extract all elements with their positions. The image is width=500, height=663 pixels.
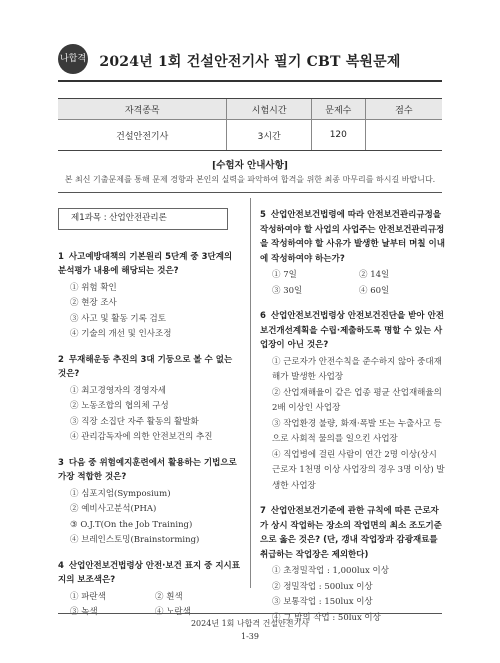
question-3 — [58, 456, 240, 549]
options — [58, 384, 240, 446]
question-6 — [260, 309, 446, 494]
option-2[interactable]: ② 정밀작업 : 500lux 이상 — [272, 581, 373, 592]
left-column — [58, 208, 240, 631]
option-2[interactable]: ② 현장 조사 — [70, 298, 117, 308]
option-1[interactable]: ① 근로자가 안전수칙을 준수하지 않아 중대재해가 발생한 사업장 — [272, 356, 442, 382]
option-1[interactable]: ① 7일 — [272, 270, 297, 280]
subject-label: 제1과목 : 산업안전관리론 — [58, 208, 228, 230]
question-number: 5 — [260, 210, 266, 220]
option-1[interactable]: ① 파란색 — [70, 591, 106, 602]
title-divider — [58, 80, 442, 82]
question-number: 2 — [58, 354, 64, 365]
logo-text: 나합격 — [59, 54, 87, 64]
question-text: 무재해운동 추진의 3대 기둥으로 볼 수 없는 것은? — [58, 354, 233, 379]
question-text: 다음 중 위험예지훈련에서 활용하는 기법으로 가장 적합한 것은? — [58, 457, 237, 482]
question-number: 7 — [260, 506, 266, 516]
option-2[interactable]: ② 노동조합의 협의체 구성 — [70, 401, 169, 411]
option-1[interactable]: ① 최고경영자의 경영자세 — [70, 385, 167, 396]
footer-text: 2024년 1회 나합격 건설안전기사 — [190, 619, 310, 628]
option-4[interactable]: ④ 60일 — [359, 285, 390, 296]
question-text: 산업안전보건법령에 따라 안전보건관리규정을 작성하여야 할 사업의 사업주는 안전보건관리규정을 작성하여야 할 사유가 발생한 날부터 며칠 이내에 작성하여야 하는가? — [260, 210, 445, 264]
question-text: 산업안전보건법령상 안전·보건 표지 중 지시표지의 보조색은? — [58, 560, 240, 585]
notice-text: 본 최신 기출문제를 통해 문제 경향과 본인의 실력을 파악하여 합격을 위한 최종 마무리를 하시길 바랍니다. — [64, 175, 436, 184]
option-3[interactable]: ③ 30일 — [272, 285, 303, 296]
notice-title: [수험자 안내사항] — [211, 160, 289, 171]
question-text: 산업안전보건법령상 안전보건진단을 받아 안전보건개선계획을 수립·제출하도록 명할 수 있는 사업장이 아닌 것은? — [260, 311, 444, 350]
value-question-count: 120 — [311, 120, 365, 151]
option-4[interactable]: ④ 직업병에 걸린 사람이 연간 2명 이상(상시 근로자 1천명 이상 사업장의 경우 3명 이상) 발생한 사업장 — [272, 449, 445, 491]
option-3[interactable]: ③ O.J.T(On the Job Training) — [70, 519, 193, 530]
option-2[interactable]: ② 흰색 — [155, 591, 183, 602]
option-3[interactable]: ③ 사고 및 활동 기록 검토 — [70, 313, 166, 324]
question-5 — [260, 208, 446, 299]
option-2[interactable]: ② 예비사고분석(PHA) — [70, 504, 157, 514]
option-4[interactable]: ④ 관리감독자에 의한 안전보건의 추진 — [70, 432, 213, 442]
question-number: 4 — [58, 560, 64, 571]
question-number: 3 — [58, 457, 64, 468]
exam-info-table — [58, 98, 442, 151]
question-7 — [260, 504, 446, 626]
options — [260, 268, 446, 299]
option-3[interactable]: ③ 직장 소집단 자주 활동의 활발화 — [70, 416, 199, 427]
question-4 — [58, 559, 240, 621]
option-4[interactable]: ④ 그 밖의 작업 : 50lux 이상 — [272, 612, 381, 623]
options — [58, 590, 240, 621]
option-3[interactable]: ③ 보통작업 : 150lux 이상 — [272, 597, 373, 607]
option-2[interactable]: ② 14일 — [359, 270, 390, 280]
header-question-count: 문제수 — [311, 99, 365, 120]
value-subject: 건설안전기사 — [58, 120, 227, 151]
right-column — [260, 208, 446, 636]
option-3[interactable]: ③ 작업환경 불량, 화재·폭발 또는 누출사고 등으로 사회적 물의를 일으킨 사업장 — [272, 418, 442, 444]
header-score: 점수 — [365, 99, 442, 120]
question-2 — [58, 353, 240, 446]
header-duration: 시험시간 — [227, 99, 311, 120]
question-text: 산업안전보건기준에 관한 규칙에 따른 근로자가 상시 작업하는 장소의 작업면의 최소 조도기준으로 옳은 것은? (단, 갱내 작업장과 감광재료를 취급하는 작업장은 제외한다) — [260, 506, 442, 560]
options — [260, 355, 446, 495]
option-1[interactable]: ① 심포지엄(Symposium) — [70, 488, 171, 499]
question-text: 사고예방대책의 기본원리 5단계 중 3단계의 분석평가 내용에 해당되는 것은? — [58, 251, 233, 276]
header-subject: 자격종목 — [58, 99, 227, 120]
question-number: 6 — [260, 311, 266, 321]
document-title: 2024년 1회 건설안전기사 필기 CBT 복원문제 — [99, 54, 401, 70]
option-4[interactable]: ④ 기술의 개선 및 인사조정 — [70, 329, 172, 339]
column-divider — [250, 198, 251, 588]
option-1[interactable]: ① 위험 확인 — [70, 282, 117, 293]
notice-divider — [58, 192, 442, 193]
question-1 — [58, 250, 240, 343]
option-1[interactable]: ① 초정밀작업 : 1,000lux 이상 — [272, 566, 389, 576]
page-number: 1-39 — [241, 632, 259, 641]
option-4[interactable]: ④ 브레인스토밍(Brainstorming) — [70, 535, 200, 545]
value-score — [365, 120, 442, 151]
value-duration: 3시간 — [227, 120, 311, 151]
options — [58, 487, 240, 549]
options — [260, 564, 446, 626]
options — [58, 281, 240, 343]
footer-divider — [58, 613, 442, 614]
option-2[interactable]: ② 산업재해율이 같은 업종 평균 산업재해율의 2배 이상인 사업장 — [272, 387, 442, 413]
question-number: 1 — [58, 251, 64, 262]
option-4[interactable]: ④ 노란색 — [155, 607, 191, 617]
option-3[interactable]: ③ 녹색 — [70, 607, 98, 617]
